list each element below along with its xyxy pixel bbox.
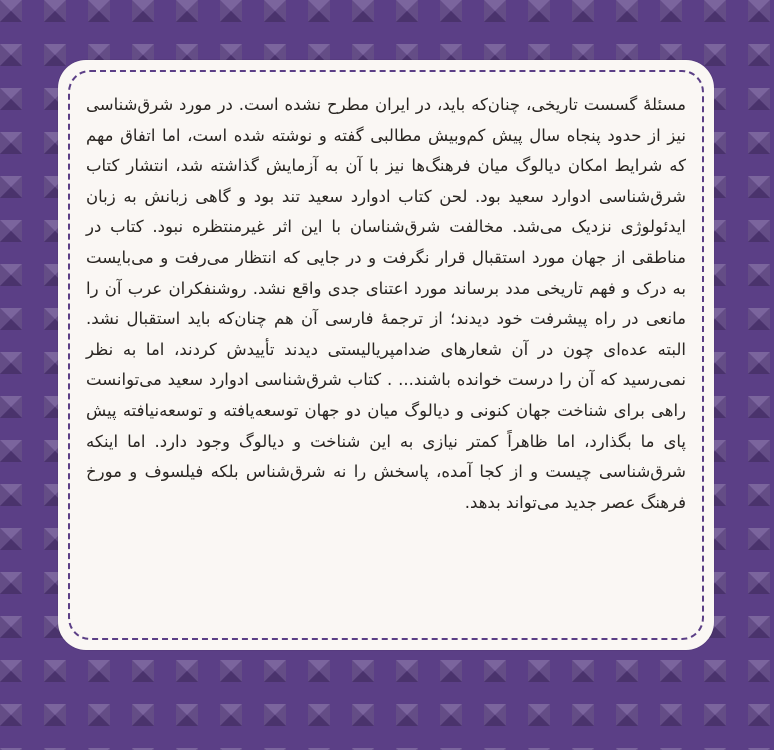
back-cover-blurb: مسئلهٔ گسست تاریخی، چنان‌که باید، در ایران مطرح نشده است. در مورد شرق‌شناسی نیز از حدود پنجاه سال پیش کم‌وبیش مطالبی گفته و نوشته شده است، اما اتفاق مهم که شرایط امکان دیالوگ میان فرهنگ‌ها نیز با آن به آزمایش گذاشته شد، انتشار کتاب شرق‌شناسی ادوارد سعید بود. لحن کتاب ادوارد سعید تند بود و گاهی زبانش به زبان ایدئولوژی نزدیک می‌شد. مخالفت شرق‌شناسان با این اثر غیرمنتظره نبود. کتاب در مناطقی از جهان مورد استقبال قرار نگرفت و در جایی که انتظار می‌رفت و می‌بایست به درک و فهم تاریخی مدد برساند مورد اعتنای جدی واقع نشد. روشنفکران عرب آن را مانعی در راه پیشرفت خود دیدند؛ از ترجمهٔ فارسی آن هم چنان‌که باید استقبال نشد. البته عده‌ای چون در آن شعارهای ضدامپریالیستی دیدند تأییدش کردند، اما به نظر نمی‌رسید که آن را درست خوانده باشند... . کتاب شرق‌شناسی ادوارد سعید می‌توانست راهی برای شناخت جهان کنونی و دیالوگ میان دو جهان توسعه‌یافته و توسعه‌نیافته پیش پای ما بگذارد، اما ظاهراً کمتر نیازی به این شناخت و دیالوگ وجود دارد. اما اینکه شرق‌شناسی چیست و از کجا آمده، پاسخش را نه شرق‌شناس بلکه فیلسوف و مورخ فرهنگ عصر جدید می‌تواند بدهد. bbox=[86, 95, 686, 512]
text-card bbox=[58, 60, 714, 650]
